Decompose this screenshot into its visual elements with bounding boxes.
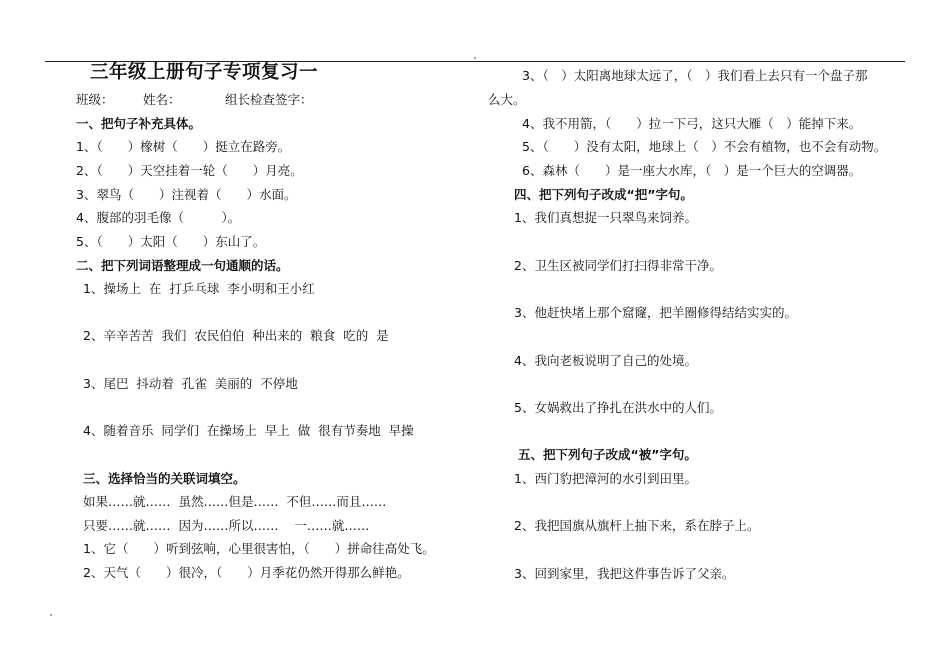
exercise-item: 4、随着音乐 同学们 在操场上 早上 做 很有节奏地 早操 xyxy=(83,423,414,438)
exercise-item-continued: 么大。 xyxy=(488,92,526,107)
exercise-item: 2、天气（ ）很冷，（ ）月季花仍然开得那么鲜艳。 xyxy=(83,565,410,580)
exercise-item: 1、我们真想捉一只翠鸟来饲养。 xyxy=(514,210,697,225)
scan-dot xyxy=(50,614,52,616)
exercise-item: 3、尾巴 抖动着 孔雀 美丽的 不停地 xyxy=(83,376,298,391)
exercise-item: 3、回到家里，我把这件事告诉了父亲。 xyxy=(514,566,735,581)
section-heading: 二、把下列词语整理成一句通顺的话。 xyxy=(76,258,289,273)
exercise-item: 2、辛辛苦苦 我们 农民伯伯 种出来的 粮食 吃的 是 xyxy=(83,328,389,343)
exercise-item: 5、（ ）太阳（ ）东山了。 xyxy=(76,234,266,249)
section-heading: 五、把下列句子改成“被”字句。 xyxy=(518,447,697,462)
page-title: 三年级上册句子专项复习一 xyxy=(90,62,319,83)
section-heading: 四、把下列句子改成“把”字句。 xyxy=(514,187,693,202)
conjunction-options: 只要……就…… 因为……所以…… 一……就…… xyxy=(83,518,370,533)
exercise-item: 5、（ ）没有太阳，地球上（ ）不会有植物，也不会有动物。 xyxy=(522,139,887,154)
exercise-item: 4、腹部的羽毛像（ ）。 xyxy=(76,210,241,225)
scan-dot xyxy=(474,57,476,59)
section-heading: 一、把句子补充具体。 xyxy=(76,116,202,131)
exercise-item: 2、卫生区被同学们打扫得非常干净。 xyxy=(514,258,722,273)
exercise-item: 1、西门豹把漳河的水引到田里。 xyxy=(514,471,697,486)
section-heading: 三、选择恰当的关联词填空。 xyxy=(83,471,246,486)
sign-label: 组长检查签字： xyxy=(225,92,313,107)
name-label: 姓名： xyxy=(143,92,181,107)
exercise-item: 5、女娲救出了挣扎在洪水中的人们。 xyxy=(514,400,722,415)
exercise-item: 3、他赶快堵上那个窟窿，把羊圈修得结结实实的。 xyxy=(514,305,797,320)
exercise-item: 1、（ ）橡树（ ）挺立在路旁。 xyxy=(76,139,291,154)
exercise-item: 4、我不用箭，（ ）拉一下弓，这只大雁（ ）能掉下来。 xyxy=(522,116,862,131)
class-label: 班级： xyxy=(76,92,114,107)
exercise-item: 2、（ ）天空挂着一轮（ ）月亮。 xyxy=(76,163,303,178)
exercise-item: 2、我把国旗从旗杆上抽下来，系在脖子上。 xyxy=(514,518,760,533)
exercise-item: 3、翠鸟（ ）注视着（ ）水面。 xyxy=(76,187,297,202)
exercise-item: 3、（ ）太阳离地球太远了，（ ）我们看上去只有一个盘子那 xyxy=(522,68,868,83)
exercise-item: 1、操场上 在 打乒乓球 李小明和王小红 xyxy=(83,281,315,296)
exercise-item: 1、它（ ）听到弦响，心里很害怕，（ ）拼命往高处飞。 xyxy=(83,541,435,556)
exercise-item: 6、森林（ ）是一座大水库，（ ）是一个巨大的空调器。 xyxy=(522,163,862,178)
exercise-item: 4、我向老板说明了自己的处境。 xyxy=(514,353,697,368)
conjunction-options: 如果……就…… 虽然……但是…… 不但……而且…… xyxy=(83,494,387,509)
